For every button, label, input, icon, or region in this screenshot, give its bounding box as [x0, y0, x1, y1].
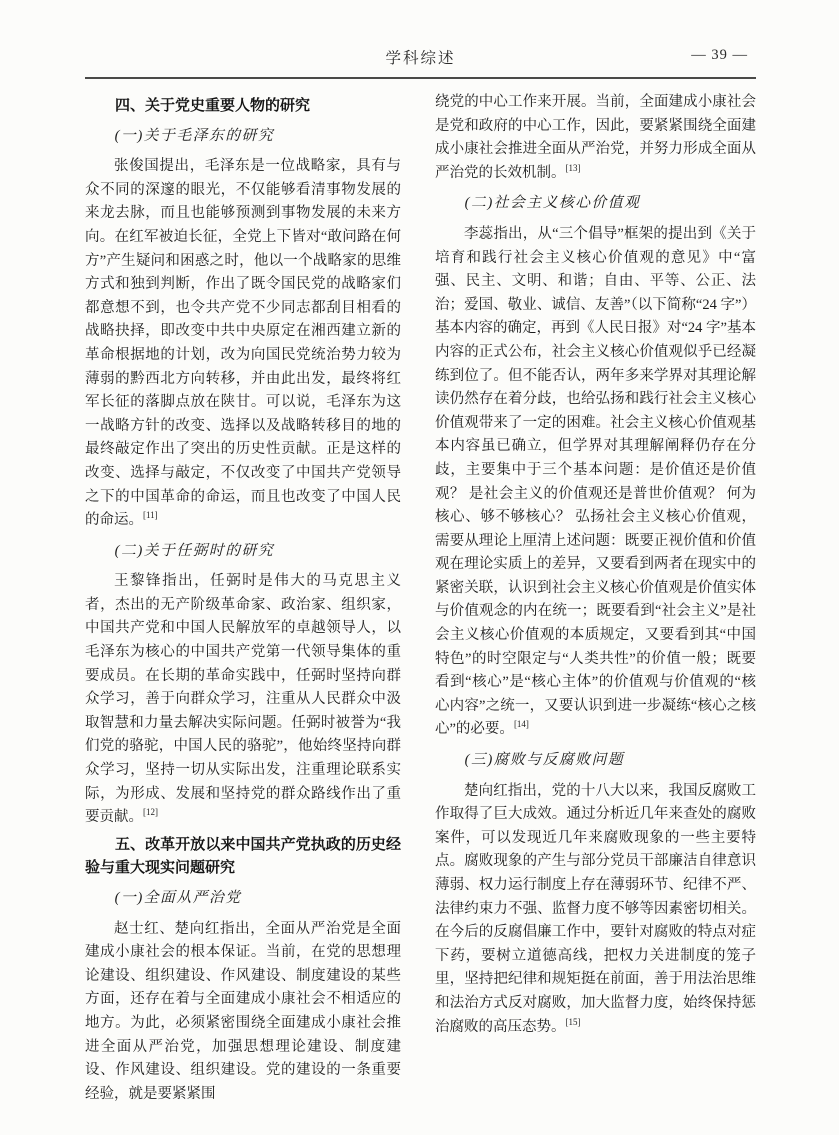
running-head	[85, 46, 756, 72]
paragraph-text: 王黎锋指出，任弼时是伟大的马克思主义者，杰出的无产阶级革命家、政治家、组织家，中国共产党和中国人民解放军的卓越领导人，以毛泽东为核心的中国共产党第一代领导集体的重要成员。在长期的革命实践中，任弼时坚持向群众学习，善于向群众学习，注重从人民群众中汲取智慧和力量去解决实际问题。任弼时被誉为“我们党的骆驼，中国人民的骆驼”，他始终坚持向群众学习，坚持一切从实际出发，注重理论联系实际，为形成、发展和坚持党的群众路线作出了重要贡献。	[85, 573, 401, 826]
paragraph-text: 张俊国提出，毛泽东是一位战略家，具有与众不同的深邃的眼光，不仅能够看清事物发展的来龙去脉，而且也能够预测到事物发展的未来方向。在红军被迫长征，全党上下皆对“敢问路在何方”产生疑问和困惑之时，他以一个战略家的思维方式和独到判断，作出了既令国民党的战略家们都意想不到，也令共产党不少同志都刮目相看的战略抉择，即改变中共中央原定在湘西建立新的革命根据地的计划，改为向国民党统治势力较为薄弱的黔西北方向转移，并由此出发，最终将红军长征的落脚点放在陕甘。可以说，毛泽东为这一战略方针的改变、选择以及战略转移目的地的最终敲定作出了突出的历史性贡献。正是这样的改变、选择与敲定，不仅改变了中国共产党领导之下的中国革命的命运，而且也改变了中国人民的命运。	[85, 158, 401, 529]
left-column	[85, 91, 401, 1106]
paragraph-text: 李蕊指出，从“三个倡导”框架的提出到《关于培育和践行社会主义核心价值观的意见》中“富强、民主、文明、和谐；自由、平等、公正、法治；爱国、敬业、诚信、友善”（以下简称“24 字”）基本内容的确定，再到《人民日报》对“24 字”基本内容的正式公布，社会主义核心价值观似乎已经凝练到位了。但不能否认，两年多来学界对其理论解读仍然存在着分歧，也给弘扬和践行社会主义核心价值观带来了一定的困难。社会主义核心价值观基本内容虽已确立，但学界对其理解阐释仍存在分歧，主要集中于三个基本问题：是价值还是价值观？ 是社会主义的价值观还是普世价值观？ 何为核心、够不够核心？ 弘扬社会主义核心价值观，需要从理论上厘清上述问题：既要正视价值和价值观在理论实质上的差异，又要看到两者在现实中的紧密关联，认识到社会主义核心价值观是价值实体与价值观念的内在统一；既要看到“社会主义”是社会主义核心价值观的本质规定，又要看到其“中国特色”的时空限定与“人类共性”的价值一般；既要看到“核心”是“核心主体”的价值观与价值观的“核心内容”之统一，又要认识到进一步凝练“核心之核心”的必要。	[435, 225, 756, 738]
paragraph-renbishi	[85, 570, 401, 830]
article-body	[85, 91, 756, 1106]
paragraph-mao	[85, 155, 401, 533]
paragraph-core-values	[435, 223, 756, 742]
page-number: — 39 —	[691, 47, 748, 63]
footnote-ref-12: [12]	[143, 807, 158, 818]
footnote-ref-13: [13]	[565, 162, 581, 173]
header-rule	[85, 77, 756, 79]
paragraph-party-governance-continued	[435, 91, 756, 185]
subsection-heading-renbishi: (二)关于任弼时的研究	[114, 542, 275, 559]
paragraph-anticorruption	[435, 780, 756, 1040]
footnote-ref-11: [11]	[143, 510, 158, 521]
subsection-heading-party-governance: (一)全面从严治党	[114, 890, 242, 906]
right-column	[435, 91, 756, 1106]
subsection-heading-anticorruption: (三)腐败与反腐败问题	[464, 752, 625, 769]
paragraph-text: 楚向红指出，党的十八大以来，我国反腐败工作取得了巨大成效。通过分析近几年来查处的腐败案件，可以发现近几年来腐败现象的一些主要特点。腐败现象的产生与部分党员干部廉洁自律意识薄弱、权力运行制度上存在薄弱环节、纪律不严、法律约束力不强、监督力度不够等因素密切相关。在今后的反腐倡廉工作中，要针对腐败的特点对症下药，要树立道德高线，把权力关进制度的笼子里，坚持把纪律和规矩挺在前面，善于用法治思维和法治方式反对腐败，加大监督力度，始终保持惩治腐败的高压态势。	[435, 782, 756, 1035]
paragraph-text: 绕党的中心工作来开展。当前，全面建成小康社会是党和政府的中心工作，因此，要紧紧围绕全面建成小康社会推进全面从严治党，并努力形成全面从严治党的长效机制。	[435, 94, 756, 181]
footnote-ref-15: [15]	[565, 1016, 581, 1027]
subsection-heading-core-values: (二)社会主义核心价值观	[464, 195, 641, 212]
footnote-ref-14: [14]	[513, 719, 529, 730]
section-heading-5: 五、改革开放以来中国共产党执政的历史经验与重大现实问题研究	[85, 835, 401, 877]
paragraph-party-governance	[85, 918, 401, 1107]
paragraph-text: 赵士红、楚向红指出，全面从严治党是全面建成小康社会的根本保证。当前，在党的思想理论建设、组织建设、作风建设、制度建设的某些方面，还存在着与全面建成小康社会不相适应的地方。为此，必须紧密围绕全面建成小康社会推进全面从严治党，加强思想理论建设、制度建设、作风建设、组织建设。党的建设的一条重要经验，就是要紧紧围	[85, 920, 401, 1102]
subsection-heading-mao: (一)关于毛泽东的研究	[114, 127, 275, 144]
running-head-title: 学科综述	[385, 50, 456, 67]
section-heading-4: 四、关于党史重要人物的研究	[115, 97, 311, 114]
